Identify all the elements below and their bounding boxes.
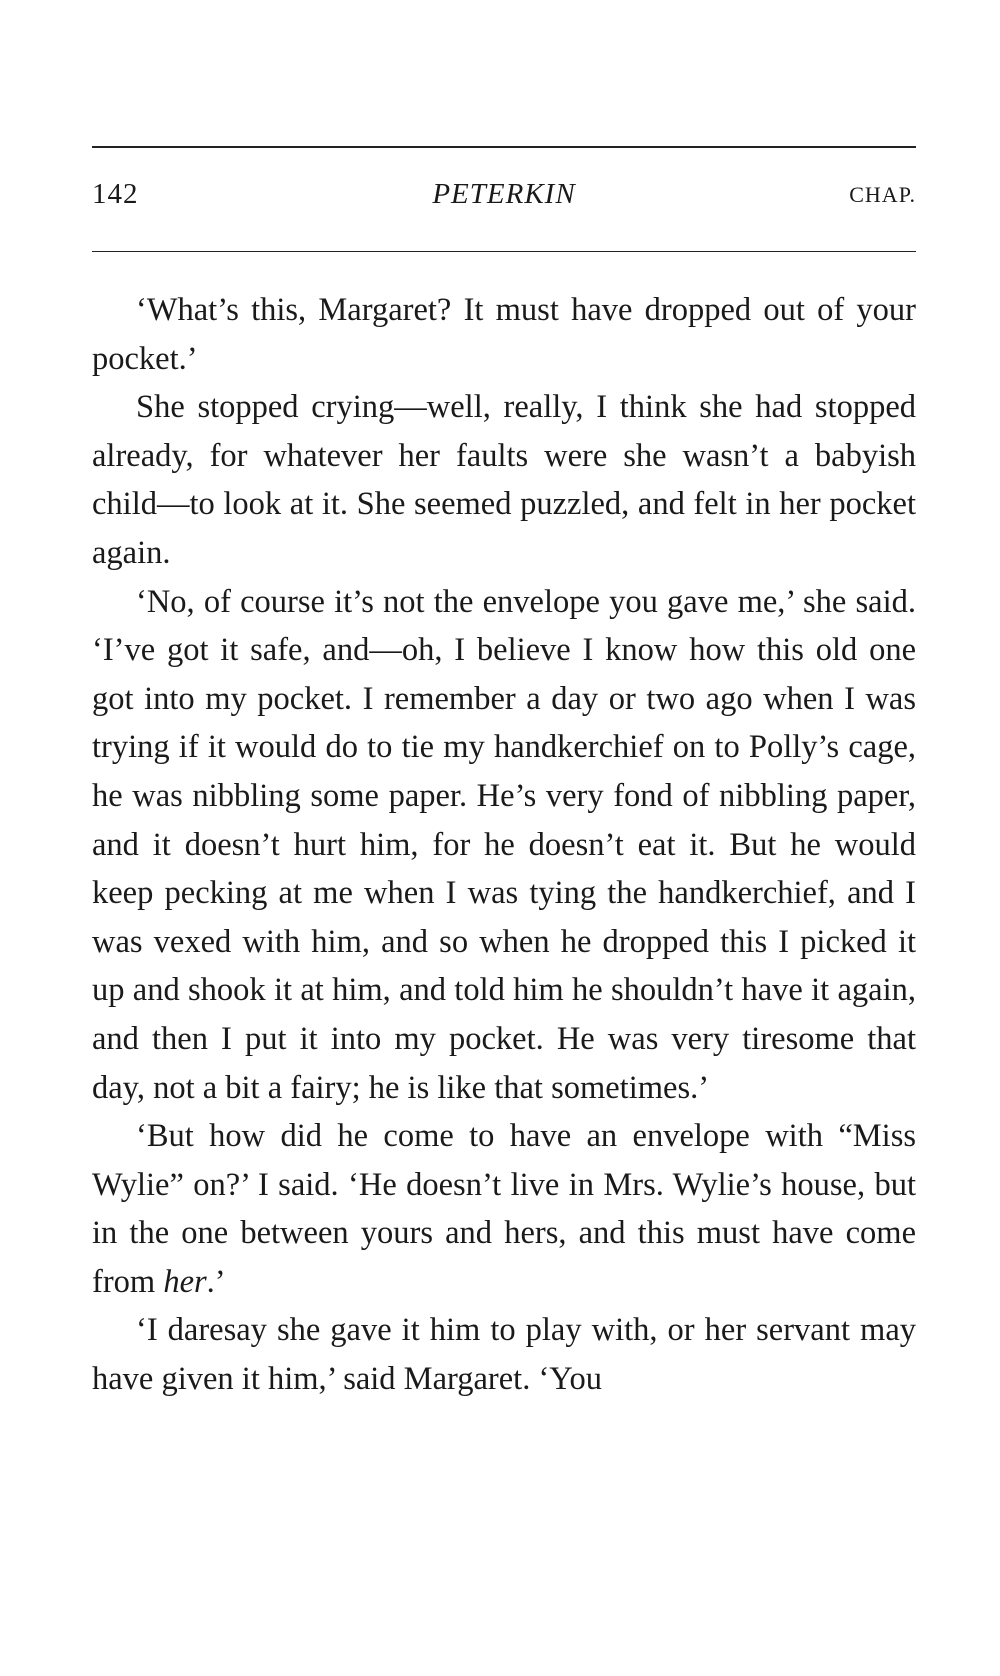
page-number: 142 [92,178,139,210]
emphasized-word: her [163,1263,207,1300]
paragraph-text-end: .’ [206,1263,226,1300]
header-bottom-rule [92,251,916,252]
body-text [92,286,916,1404]
running-header [92,178,916,218]
paragraph [92,1112,916,1306]
header-top-rule [92,146,916,148]
paragraph: She stopped crying—well, really, I think she had stopped already, for whatever her faults were she wasn’t a babyish child—to look at it. She seemed puzzled, and felt in her pocket again. [92,389,916,571]
paragraph: ‘What’s this, Margaret? It must have dropped out of your pocket.’ [92,292,916,377]
paragraph: ‘No, of course it’s not the envelope you gave me,’ she said. ‘I’ve got it safe, and—oh, I believe I know how this old one got into my pocket. I remember a day or two ago when I was trying if it would do to tie my handkerchief on to Polly’s cage, he was nibbling some paper. He’s very fond of nibbling paper, and it doesn’t hurt him, for he doesn’t eat it. But he would keep pecking at me when I was tying the handkerchief, and I was vexed with him, and so when he dropped this I picked it up and shook it at him, and told him he shouldn’t have it again, and then I put it into my pocket. He was very tiresome that day, not a bit a fairy; he is like that sometimes.’ [92,583,916,1106]
running-title: PETERKIN [432,178,576,210]
paragraph: ‘I daresay she gave it him to play with, or her servant may have given it him,’ said Margaret. ‘You [92,1312,916,1398]
chapter-label: CHAP. [849,182,916,207]
paragraph-text: ‘But how did he come to have an envelope with “Miss Wylie” on?’ I said. ‘He doesn’t live in Mrs. Wylie’s house, but in the one between yours and hers, and this must have come from [92,1118,916,1300]
